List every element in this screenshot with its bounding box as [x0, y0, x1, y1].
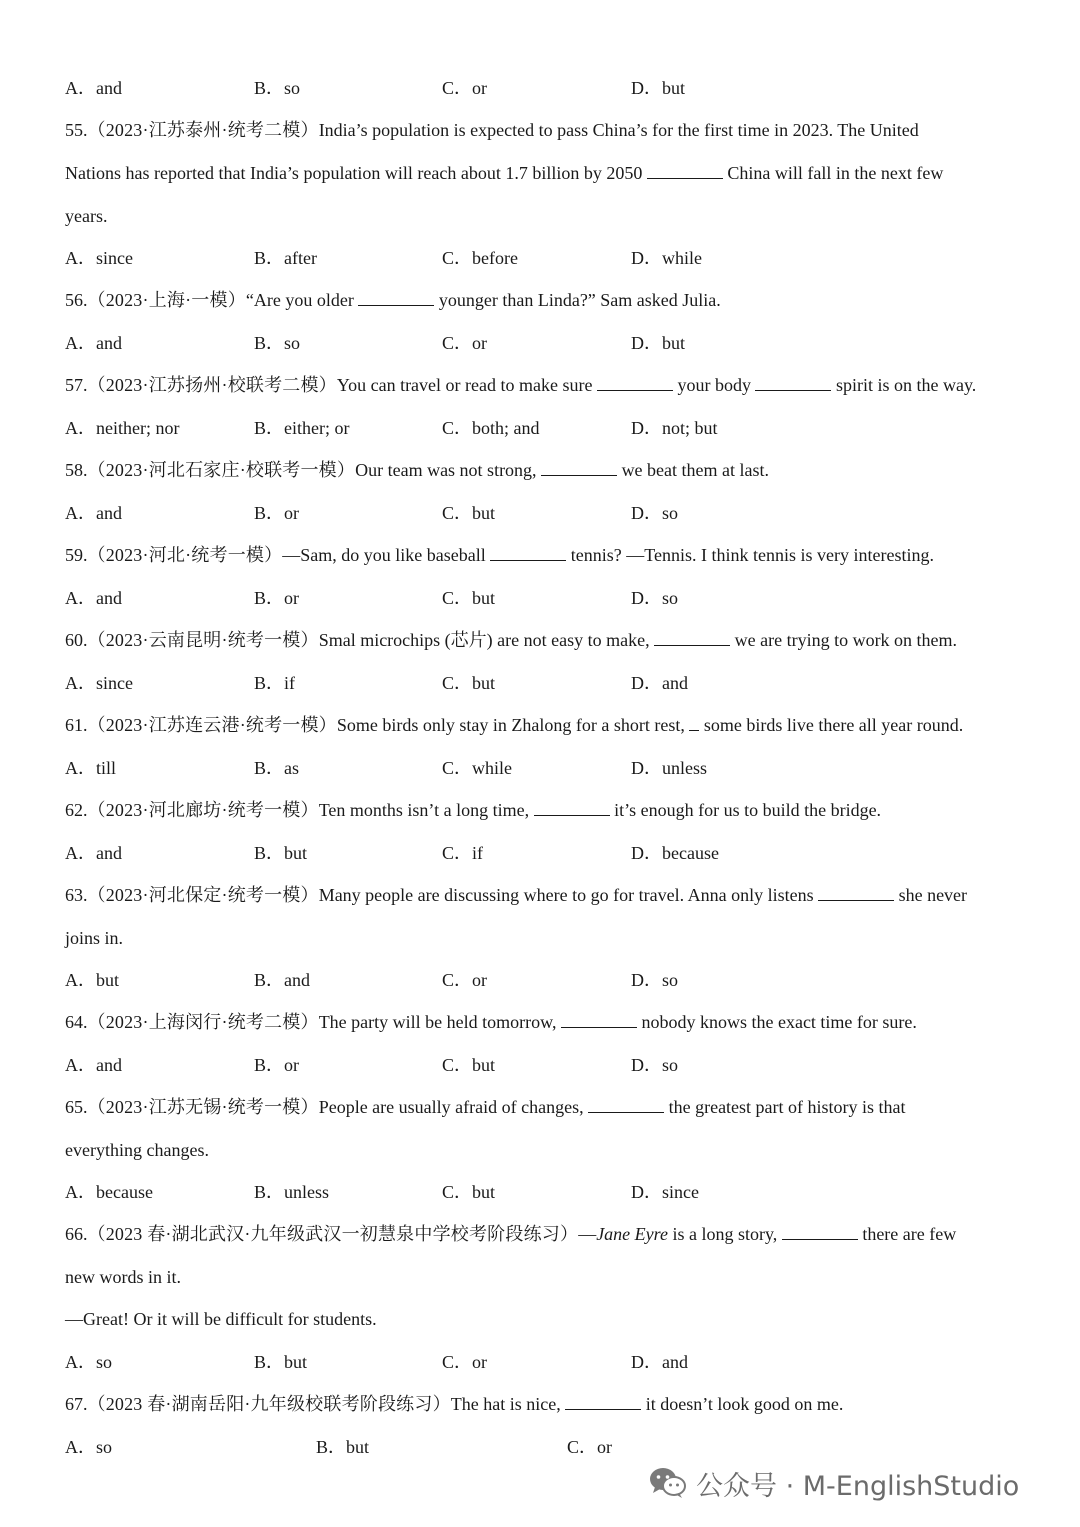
answer-blank — [818, 884, 894, 901]
option-b: B．and — [254, 970, 310, 990]
answer-blank — [689, 714, 699, 731]
answer-blank — [755, 374, 831, 391]
answer-blank — [490, 544, 566, 561]
answer-blank — [358, 289, 434, 306]
question-source: （2023 春·湖北武汉·九年级武汉一初慧泉中学校考阶段练习） — [87, 1224, 579, 1244]
question-text: Smal microchips (芯片) are not easy to make, — [318, 630, 650, 650]
question-text: Some birds only stay in Zhalong for a short rest, — [336, 715, 685, 735]
option-c: C．but — [442, 1055, 496, 1075]
option-b: B．if — [254, 673, 296, 693]
answer-blank — [588, 1096, 664, 1113]
question-number: 58. — [65, 460, 88, 480]
question-text: China will fall in the next few — [727, 163, 944, 183]
question-text: we are trying to work on them. — [734, 630, 958, 650]
option-a: A．so — [65, 1437, 113, 1457]
option-a: A．and — [65, 588, 122, 608]
question-source: （2023·江苏扬州·校联考二模） — [87, 375, 337, 395]
option-c: C．if — [442, 843, 484, 863]
option-c: C．or — [442, 333, 487, 353]
question-text: People are usually afraid of changes, — [318, 1097, 584, 1117]
question-text: India’s population is expected to pass China’s for the first time in 2023. The United — [318, 120, 919, 140]
option-d: D．since — [631, 1182, 699, 1202]
option-c: C．or — [442, 970, 487, 990]
option-d: D．and — [631, 1352, 688, 1372]
question-number: 65. — [65, 1097, 88, 1117]
question-56 — [65, 288, 721, 312]
question-55-line-3: years. — [65, 206, 108, 226]
option-a: A．because — [65, 1182, 153, 1202]
question-text: The party will be held tomorrow, — [318, 1012, 557, 1032]
question-source: （2023·上海·一模） — [87, 290, 246, 310]
question-number: 66. — [65, 1224, 88, 1244]
question-text: we beat them at last. — [621, 460, 770, 480]
question-text: it’s enough for us to build the bridge. — [614, 800, 882, 820]
option-b: B．but — [254, 843, 308, 863]
answer-blank — [565, 1393, 641, 1410]
question-number: 60. — [65, 630, 88, 650]
option-b: B．but — [254, 1352, 308, 1372]
question-67 — [65, 1392, 843, 1416]
watermark — [648, 1463, 1019, 1503]
option-b: B．so — [254, 333, 301, 353]
option-d: D．so — [631, 503, 679, 523]
option-b: B．or — [254, 588, 299, 608]
option-c: C．both; and — [442, 418, 540, 438]
option-a: A．since — [65, 248, 133, 268]
option-c: C．or — [442, 78, 487, 98]
option-d: D．because — [631, 843, 719, 863]
option-b: B．but — [316, 1437, 370, 1457]
option-b: B．so — [254, 78, 301, 98]
answer-blank — [541, 459, 617, 476]
question-text: —Sam, do you like baseball — [282, 545, 486, 565]
option-d: D．and — [631, 673, 688, 693]
option-b: B．after — [254, 248, 317, 268]
question-number: 59. — [65, 545, 88, 565]
question-source: （2023·江苏连云港·统考一模） — [87, 715, 337, 735]
question-text: your body — [677, 375, 751, 395]
option-a: A．so — [65, 1352, 113, 1372]
option-c: C．but — [442, 673, 496, 693]
question-text: spirit is on the way. — [835, 375, 977, 395]
question-text: “Are you older — [245, 290, 354, 310]
question-text: Ten months isn’t a long time, — [318, 800, 530, 820]
question-text: there are few — [862, 1224, 957, 1244]
option-a: A．till — [65, 758, 117, 778]
question-source: （2023·河北廊坊·统考一模） — [87, 800, 319, 820]
question-55 — [65, 118, 919, 142]
question-59 — [65, 543, 934, 567]
option-c: C．but — [442, 588, 496, 608]
option-a: A．and — [65, 1055, 122, 1075]
question-text: some birds live there all year round. — [703, 715, 964, 735]
watermark-text: 公众号 · M-EnglishStudio — [696, 1470, 1020, 1502]
option-a: A．and — [65, 78, 122, 98]
question-65-line-2: everything changes. — [65, 1140, 209, 1160]
option-d: D．while — [631, 248, 702, 268]
option-b: B．or — [254, 1055, 299, 1075]
option-a: A．but — [65, 970, 119, 990]
question-text: You can travel or read to make sure — [336, 375, 593, 395]
question-number: 63. — [65, 885, 88, 905]
option-a: A．neither; nor — [65, 418, 180, 438]
answer-blank — [561, 1011, 637, 1028]
question-number: 62. — [65, 800, 88, 820]
question-text: The hat is nice, — [450, 1394, 561, 1414]
question-text: Nations has reported that India’s population will reach about 1.7 billion by 2050 — [65, 163, 643, 183]
question-number: 55. — [65, 120, 88, 140]
question-text: Our team was not strong, — [355, 460, 537, 480]
question-64 — [65, 1010, 917, 1034]
option-d: D．but — [631, 78, 685, 98]
option-b: B．either; or — [254, 418, 350, 438]
question-number: 64. — [65, 1012, 88, 1032]
option-a: A．since — [65, 673, 133, 693]
question-text: nobody knows the exact time for sure. — [641, 1012, 917, 1032]
question-source: （2023·云南昆明·统考一模） — [87, 630, 319, 650]
option-c: C．but — [442, 1182, 496, 1202]
question-source: （2023·河北·统考一模） — [87, 545, 283, 565]
option-a: A．and — [65, 503, 122, 523]
book-title: Jane Eyre — [596, 1224, 668, 1244]
question-source: （2023 春·湖南岳阳·九年级校联考阶段练习） — [87, 1394, 451, 1414]
question-63-line-2: joins in. — [65, 928, 124, 948]
question-58 — [65, 458, 769, 482]
answer-blank — [654, 629, 730, 646]
question-65 — [65, 1095, 906, 1119]
question-source: （2023·河北保定·统考一模） — [87, 885, 319, 905]
answer-blank — [534, 799, 610, 816]
question-61 — [65, 713, 963, 737]
option-d: D．but — [631, 333, 685, 353]
option-c: C．while — [442, 758, 512, 778]
question-text: it doesn’t look good on me. — [645, 1394, 844, 1414]
question-number: 56. — [65, 290, 88, 310]
question-66-line-2: new words in it. — [65, 1267, 181, 1287]
option-a: A．and — [65, 333, 122, 353]
option-b: B．as — [254, 758, 299, 778]
option-c: C．before — [442, 248, 518, 268]
question-text: Many people are discussing where to go for travel. Anna only listens — [318, 885, 814, 905]
question-57 — [65, 373, 976, 397]
question-source: （2023·江苏泰州·统考二模） — [87, 120, 319, 140]
option-b: B．or — [254, 503, 299, 523]
option-c: C．or — [442, 1352, 487, 1372]
answer-blank — [782, 1223, 858, 1240]
answer-blank — [647, 162, 723, 179]
question-text: the greatest part of history is that — [668, 1097, 906, 1117]
option-c: C．or — [567, 1437, 612, 1457]
question-dash: — — [578, 1224, 597, 1244]
question-text: is a long story, — [672, 1224, 778, 1244]
question-text: she never — [898, 885, 968, 905]
question-source: （2023·河北石家庄·校联考一模） — [87, 460, 356, 480]
question-source: （2023·江苏无锡·统考一模） — [87, 1097, 319, 1117]
wechat-icon — [648, 1465, 688, 1501]
question-62 — [65, 798, 881, 822]
answer-blank — [597, 374, 673, 391]
question-source: （2023·上海闵行·统考二模） — [87, 1012, 319, 1032]
question-66-line-3: —Great! Or it will be difficult for students. — [65, 1309, 377, 1329]
question-number: 57. — [65, 375, 88, 395]
question-text: tennis? —Tennis. I think tennis is very interesting. — [570, 545, 934, 565]
question-text: younger than Linda?” Sam asked Julia. — [438, 290, 721, 310]
question-63 — [65, 883, 967, 907]
option-d: D．not; but — [631, 418, 718, 438]
question-number: 61. — [65, 715, 88, 735]
option-c: C．but — [442, 503, 496, 523]
option-d: D．so — [631, 970, 679, 990]
question-60 — [65, 628, 957, 652]
option-d: D．so — [631, 588, 679, 608]
option-d: D．so — [631, 1055, 679, 1075]
option-d: D．unless — [631, 758, 707, 778]
question-66 — [65, 1222, 956, 1246]
option-a: A．and — [65, 843, 122, 863]
question-number: 67. — [65, 1394, 88, 1414]
option-b: B．unless — [254, 1182, 330, 1202]
question-55-line-2 — [65, 161, 943, 185]
